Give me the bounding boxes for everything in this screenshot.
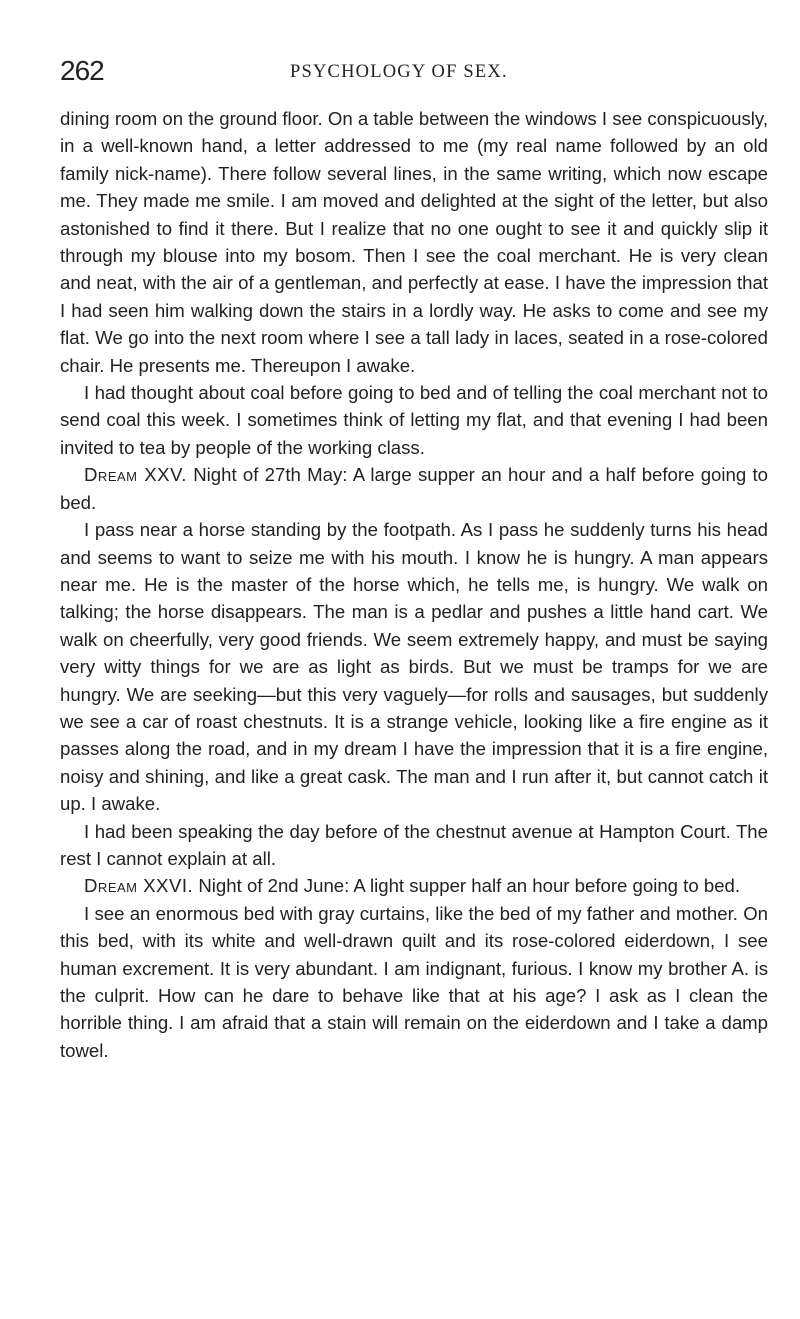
paragraph-continuation: dining room on the ground floor. On a table between the windows I see conspicuously, in a well-known hand, a letter addressed to me (my real name followed by an old family nick-name). There follow several lines, in the same writing, which now escape me. They made me smile. I am moved and delighted at the sight of the letter, but also astonished to find it there. But I realize that no one ought to see it and quickly slip it through my blouse into my bosom. Then I see the coal merchant. He is very clean and neat, with the air of a gentleman, and perfectly at ease. I have the impression that I had seen him walking down the stairs in a lordly way. He asks to come and see my flat. We go into the next room where I see a tall lady in laces, seated in a rose-colored chair. He presents me. Thereupon I awake.	[60, 108, 768, 376]
paragraph-coal-explanation: I had thought about coal before going to bed and of telling the coal merchant not to send coal this week. I sometimes think of letting my flat, and that evening I had been invited to tea by people of the working class.	[60, 382, 768, 458]
body-text	[60, 105, 768, 1064]
paragraph-bed-dream: I see an enormous bed with gray curtains, like the bed of my father and mother. On this bed, with its white and well-drawn quilt and its rose-colored eiderdown, I see human excrement. It is very abundant. I am indignant, furious. I know my brother A. is the culprit. How can he dare to behave like that at his age? I ask as I clean the horrible thing. I am afraid that a stain will remain on the eiderdown and I take a damp towel.	[60, 902, 768, 1061]
dream-heading-xxvi	[60, 872, 768, 899]
dream-label-xxv: Dream XXV.	[84, 464, 187, 486]
dream-intro-xxv: Night of 27th May: A large supper an hour and a half before going to bed.	[60, 464, 768, 513]
dream-label-xxvi: Dream XXVI.	[84, 875, 194, 897]
dream-intro-xxvi: Night of 2nd June: A light supper half an hour before going to bed.	[193, 875, 741, 897]
paragraph-horse-dream: I pass near a horse standing by the footpath. As I pass he suddenly turns his head and seems to want to seize me with his mouth. I know he is hungry. A man appears near me. He is the master of the horse which, he tells me, is hungry. We walk on talking; the horse disappears. The man is a pedlar and pushes a little hand cart. We walk on cheerfully, very good friends. We seem extremely happy, and must be saying very witty things for we are as light as birds. But we must be tramps for we are hungry. We are seeking—but this very vaguely—for rolls and sausages, but suddenly we see a car of roast chestnuts. It is a strange vehicle, looking like a fire engine as it passes along the road, and in my dream I have the impression that it is a fire engine, noisy and shining, and like a great cask. The man and I run after it, but cannot catch it up. I awake.	[60, 519, 768, 815]
running-head	[60, 55, 768, 91]
book-page	[60, 55, 768, 1064]
dream-heading-xxv	[60, 461, 768, 516]
running-title: PSYCHOLOGY OF SEX.	[290, 62, 508, 82]
page-number: 262	[60, 55, 104, 86]
paragraph-chestnut-explanation: I had been speaking the day before of the chestnut avenue at Hampton Court. The rest I cannot explain at all.	[60, 820, 768, 869]
